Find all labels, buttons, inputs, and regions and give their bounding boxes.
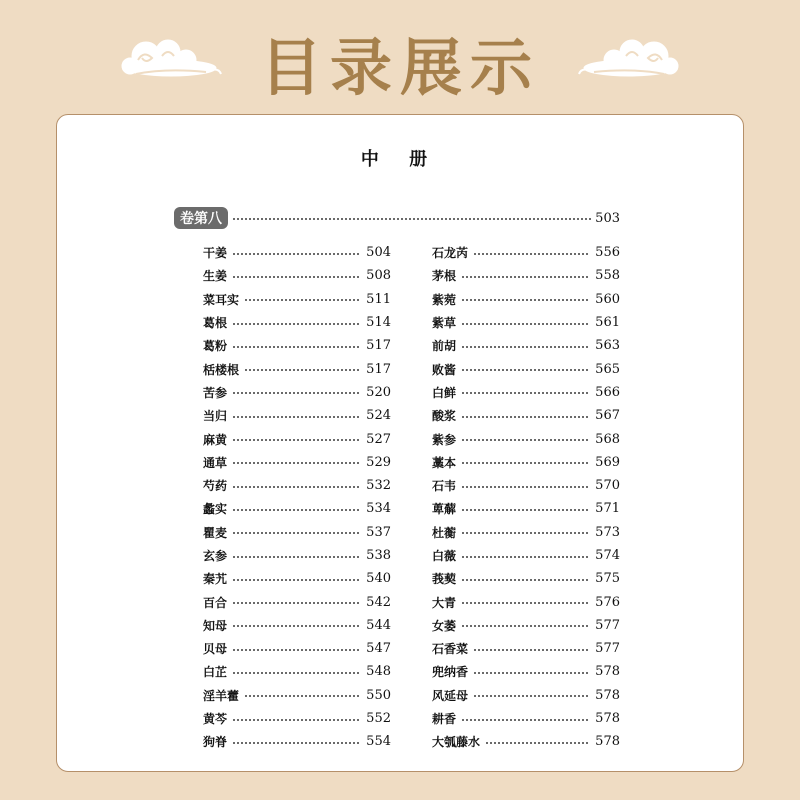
- entry-page: 508: [366, 268, 391, 284]
- toc-entry[interactable]: [203, 707, 391, 730]
- dot-leader: [461, 299, 590, 301]
- dot-leader: [485, 742, 590, 744]
- dot-leader: [461, 323, 590, 325]
- dot-leader: [461, 579, 590, 581]
- entry-page: 554: [366, 734, 391, 750]
- entry-name: 萆薢: [432, 502, 457, 517]
- toc-entry[interactable]: [203, 730, 391, 753]
- entry-name: 黄芩: [203, 712, 228, 727]
- dot-leader: [461, 602, 590, 604]
- entry-name: 葛粉: [203, 339, 228, 354]
- page-header: [0, 0, 800, 112]
- toc-entry[interactable]: [203, 427, 391, 450]
- dot-leader: [232, 742, 361, 744]
- entry-name: 白芷: [203, 665, 228, 680]
- dot-leader: [461, 532, 590, 534]
- toc-entry[interactable]: [203, 660, 391, 683]
- entry-name: 藁本: [432, 455, 457, 470]
- entry-page: 568: [595, 431, 620, 447]
- entry-page: 504: [366, 245, 391, 261]
- entry-name: 当归: [203, 409, 228, 424]
- entry-name: 紫菀: [432, 292, 457, 307]
- entry-page: 534: [366, 501, 391, 517]
- toc-entry[interactable]: [432, 288, 620, 311]
- dot-leader: [232, 672, 361, 674]
- dot-leader: [232, 556, 361, 558]
- entry-name: 石香菜: [432, 642, 469, 657]
- dot-leader: [232, 253, 361, 255]
- entry-page: 578: [595, 734, 620, 750]
- entry-name: 苦参: [203, 385, 228, 400]
- entry-page: 567: [595, 408, 620, 424]
- entry-page: 563: [595, 338, 620, 354]
- entry-page: 537: [366, 524, 391, 540]
- toc-card: [56, 114, 744, 772]
- toc-entry[interactable]: [432, 451, 620, 474]
- entry-name: 风延母: [432, 688, 469, 703]
- entry-name: 干姜: [203, 246, 228, 261]
- dot-leader: [461, 625, 590, 627]
- entry-name: 葛根: [203, 316, 228, 331]
- toc-entry[interactable]: [432, 357, 620, 380]
- entry-name: 白薇: [432, 549, 457, 563]
- entry-page: 577: [595, 641, 620, 657]
- entry-page: 575: [595, 571, 620, 587]
- dot-leader: [232, 719, 361, 721]
- dot-leader: [244, 369, 361, 371]
- entry-name: 麻黄: [203, 432, 228, 447]
- dot-leader: [461, 346, 590, 348]
- dot-leader: [232, 509, 361, 511]
- toc-entry[interactable]: [203, 614, 391, 637]
- dot-leader: [461, 556, 590, 558]
- entry-page: 578: [595, 711, 620, 727]
- toc-entry[interactable]: [432, 497, 620, 520]
- chapter-page-number: 503: [595, 210, 620, 226]
- entry-page: 517: [366, 338, 391, 354]
- entry-name: 紫参: [432, 432, 457, 447]
- entry-page: 542: [366, 594, 391, 610]
- toc-entry[interactable]: [432, 474, 620, 497]
- entry-page: 560: [595, 291, 620, 307]
- dot-leader: [232, 462, 361, 464]
- entry-name: 大瓠藤水: [432, 735, 481, 750]
- toc-entry[interactable]: [432, 544, 620, 567]
- entry-name: 生姜: [203, 269, 228, 284]
- entry-name: 紫草: [432, 316, 457, 331]
- entry-name: 莪葜: [432, 572, 457, 587]
- page-title: 目录展示: [259, 31, 540, 104]
- toc-entry[interactable]: [432, 381, 620, 404]
- entry-name: 败酱: [432, 362, 457, 377]
- entry-name: 酸浆: [432, 409, 457, 424]
- volume-title: 中 册: [360, 149, 440, 170]
- entry-name: 耕香: [432, 712, 457, 727]
- toc-entry[interactable]: [203, 637, 391, 660]
- toc-entry[interactable]: [432, 660, 620, 683]
- toc-entry[interactable]: [432, 241, 620, 264]
- entry-page: 576: [595, 594, 620, 610]
- entry-page: 578: [595, 664, 620, 680]
- dot-leader: [461, 276, 590, 278]
- entry-page: 532: [366, 478, 391, 494]
- dot-leader: [232, 276, 361, 278]
- dot-leader: [473, 695, 590, 697]
- entry-name: 通草: [203, 455, 228, 470]
- dot-leader: [461, 392, 590, 394]
- chapter-badge: 卷第八: [174, 207, 228, 229]
- toc-entry[interactable]: [203, 264, 391, 287]
- toc-entry[interactable]: [203, 451, 391, 474]
- entry-page: 527: [366, 431, 391, 447]
- entry-name: 秦艽: [203, 572, 228, 587]
- entry-name: 白鲜: [432, 385, 457, 400]
- toc-entry[interactable]: [203, 311, 391, 334]
- dot-leader: [461, 416, 590, 418]
- toc-entry[interactable]: [432, 707, 620, 730]
- dot-leader: [232, 579, 361, 581]
- dot-leader: [232, 602, 361, 604]
- dot-leader: [473, 253, 590, 255]
- entry-name: 芍药: [203, 479, 228, 494]
- dot-leader: [232, 218, 591, 220]
- toc-entry[interactable]: [203, 381, 391, 404]
- entry-page: 578: [595, 687, 620, 703]
- entry-name: 菜耳实: [203, 292, 240, 307]
- toc-entry[interactable]: [203, 684, 391, 707]
- dot-leader: [232, 486, 361, 488]
- toc-entry[interactable]: [432, 614, 620, 637]
- entry-name: 蠡实: [203, 502, 228, 517]
- entry-page: 573: [595, 524, 620, 540]
- toc-column-right: [432, 241, 620, 754]
- entry-page: 556: [595, 245, 620, 261]
- entry-page: 524: [366, 408, 391, 424]
- toc-entry[interactable]: [432, 684, 620, 707]
- toc-entry[interactable]: [432, 590, 620, 613]
- toc-entry[interactable]: [432, 404, 620, 427]
- entry-name: 百合: [203, 595, 228, 610]
- entry-name: 杜蘅: [432, 525, 457, 540]
- entry-name: 玄参: [203, 549, 228, 563]
- dot-leader: [232, 625, 361, 627]
- toc-entry[interactable]: [203, 357, 391, 380]
- toc-entry[interactable]: [432, 567, 620, 590]
- toc-entry[interactable]: [203, 544, 391, 567]
- entry-page: 538: [366, 548, 391, 563]
- dot-leader: [461, 719, 590, 721]
- dot-leader: [244, 299, 361, 301]
- dot-leader: [461, 369, 590, 371]
- entry-name: 前胡: [432, 339, 457, 354]
- toc-entry[interactable]: [203, 497, 391, 520]
- toc-entry[interactable]: [203, 521, 391, 544]
- entry-page: 517: [366, 361, 391, 377]
- toc-entry[interactable]: [432, 427, 620, 450]
- dot-leader: [473, 649, 590, 651]
- entry-name: 贝母: [203, 642, 228, 657]
- dot-leader: [461, 486, 590, 488]
- entry-name: 瞿麦: [203, 525, 228, 540]
- entry-page: 540: [366, 571, 391, 587]
- toc-column-left: [203, 241, 391, 754]
- toc-entry[interactable]: [203, 241, 391, 264]
- entry-name: 兜纳香: [432, 665, 469, 680]
- dot-leader: [461, 439, 590, 441]
- entry-name: 石龙芮: [432, 246, 469, 261]
- dot-leader: [232, 439, 361, 441]
- dot-leader: [461, 509, 590, 511]
- entry-name: 石韦: [432, 479, 457, 494]
- entry-page: 577: [595, 617, 620, 633]
- dot-leader: [232, 416, 361, 418]
- toc-entry[interactable]: [203, 590, 391, 613]
- entry-page: 511: [366, 291, 391, 307]
- entry-page: 547: [366, 641, 391, 657]
- dot-leader: [244, 695, 361, 697]
- entry-name: 淫羊藿: [203, 688, 240, 703]
- toc-entry[interactable]: [432, 311, 620, 334]
- entry-page: 570: [595, 478, 620, 494]
- entry-page: 514: [366, 315, 391, 331]
- toc-entry[interactable]: [203, 567, 391, 590]
- dot-leader: [232, 649, 361, 651]
- entry-name: 狗脊: [203, 735, 228, 750]
- dot-leader: [232, 532, 361, 534]
- dot-leader: [461, 462, 590, 464]
- entry-name: 女萎: [432, 618, 457, 633]
- dot-leader: [473, 672, 590, 674]
- entry-page: 566: [595, 384, 620, 400]
- toc-entry[interactable]: [432, 521, 620, 544]
- entry-name: 茅根: [432, 269, 457, 284]
- entry-page: 569: [595, 454, 620, 470]
- toc-entry[interactable]: [432, 637, 620, 660]
- toc-entry[interactable]: [203, 288, 391, 311]
- entry-page: 574: [595, 548, 620, 563]
- toc-entry[interactable]: [432, 334, 620, 357]
- dot-leader: [232, 323, 361, 325]
- entry-page: 544: [366, 617, 391, 633]
- entry-name: 栝楼根: [203, 362, 240, 377]
- dot-leader: [232, 392, 361, 394]
- entry-name: 知母: [203, 618, 228, 633]
- toc-entry[interactable]: [203, 404, 391, 427]
- cloud-right-icon: [574, 34, 684, 84]
- entry-page: 561: [595, 315, 620, 331]
- entry-page: 558: [595, 268, 620, 284]
- chapter-row[interactable]: [174, 207, 620, 229]
- entry-name: 大青: [432, 595, 457, 610]
- toc-entry[interactable]: [432, 264, 620, 287]
- toc-entry[interactable]: [203, 474, 391, 497]
- toc-entry[interactable]: [432, 730, 620, 753]
- entry-page: 552: [366, 711, 391, 727]
- entry-page: 565: [595, 361, 620, 377]
- entry-page: 520: [366, 384, 391, 400]
- entry-page: 529: [366, 454, 391, 470]
- toc-entry[interactable]: [203, 334, 391, 357]
- entry-page: 571: [595, 501, 620, 517]
- dot-leader: [232, 346, 361, 348]
- entry-page: 550: [366, 687, 391, 703]
- entry-page: 548: [366, 664, 391, 680]
